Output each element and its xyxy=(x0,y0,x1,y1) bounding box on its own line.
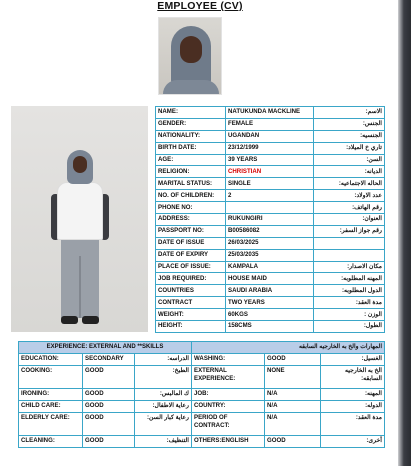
details-row xyxy=(156,237,385,249)
personal-details-table xyxy=(155,106,385,333)
skill-label: WASHING: xyxy=(192,353,265,365)
experience-header-ar: المهارات والخ به الخارجيه السابقه xyxy=(192,342,385,354)
details-value: 23/12/1999 xyxy=(226,142,314,154)
details-row xyxy=(156,166,385,178)
details-label: NO. OF CHILDREN: xyxy=(156,190,226,202)
skill-label-ar: الدراسه: xyxy=(135,353,192,365)
portrait-shoulders xyxy=(163,80,219,95)
experience-header-row xyxy=(19,342,385,354)
details-label-ar: رقم جواز السفر: xyxy=(314,225,385,237)
details-label-ar: العنوان: xyxy=(314,214,385,226)
details-label-ar: مدة العقد: xyxy=(314,297,385,309)
details-label: BIRTH DATE: xyxy=(156,142,226,154)
details-row xyxy=(156,190,385,202)
skill-label: PERIOD OF CONTRACT: xyxy=(192,412,265,435)
skill-label-ar: الغسيل: xyxy=(321,353,385,365)
details-row xyxy=(156,142,385,154)
skill-label: EDUCATION: xyxy=(19,353,83,365)
skill-value: SECONDARY xyxy=(83,353,135,365)
details-label: HEIGHT: xyxy=(156,321,226,333)
details-label: AGE: xyxy=(156,154,226,166)
details-label: COUNTRIES xyxy=(156,285,226,297)
details-row xyxy=(156,249,385,261)
skill-label: JOB: xyxy=(192,388,265,400)
skill-label: IRONING: xyxy=(19,388,83,400)
experience-row xyxy=(19,400,385,412)
experience-row xyxy=(19,365,385,388)
details-label-ar: الجنس: xyxy=(314,118,385,130)
skill-label: OTHERS:ENGLISH xyxy=(192,435,265,447)
skill-value: NONE xyxy=(265,365,321,388)
experience-row xyxy=(19,412,385,435)
details-value: HOUSE MAID xyxy=(226,273,314,285)
skill-label-ar: التنظيف: xyxy=(135,435,192,447)
skill-label-ar: ك المالبس: xyxy=(135,388,192,400)
details-value: B00586082 xyxy=(226,225,314,237)
skill-label-ar: الخ به الخارجيه السابقه: xyxy=(321,365,385,388)
details-value: NATUKUNDA MACKLINE xyxy=(226,107,314,119)
details-label: NATIONALITY: xyxy=(156,130,226,142)
skill-value: GOOD xyxy=(83,435,135,447)
details-value: 2 xyxy=(226,190,314,202)
details-row xyxy=(156,130,385,142)
photo-face xyxy=(73,156,87,173)
skill-value: GOOD xyxy=(83,412,135,435)
details-label-ar xyxy=(314,249,385,261)
details-label: RELIGION: xyxy=(156,166,226,178)
details-row xyxy=(156,107,385,119)
skill-label: ELDERLY CARE: xyxy=(19,412,83,435)
details-value: TWO YEARS xyxy=(226,297,314,309)
details-row xyxy=(156,261,385,273)
details-row xyxy=(156,178,385,190)
details-label-ar: عدد الاولاد: xyxy=(314,190,385,202)
details-value: 39 YEARS xyxy=(226,154,314,166)
details-value xyxy=(226,202,314,214)
window-edge xyxy=(398,0,411,466)
details-label-ar: مكان الاصدار: xyxy=(314,261,385,273)
details-row xyxy=(156,118,385,130)
details-label-ar: الديانه: xyxy=(314,166,385,178)
details-label: ADDRESS: xyxy=(156,214,226,226)
portrait-photo xyxy=(158,17,222,95)
details-row xyxy=(156,202,385,214)
skill-value: N/A xyxy=(265,412,321,435)
details-label-ar: رقم الهاتف: xyxy=(314,202,385,214)
skill-label-ar: مدة العقد: xyxy=(321,412,385,435)
details-label: MARITAL STATUS: xyxy=(156,178,226,190)
details-value: SINGLE xyxy=(226,178,314,190)
experience-header-en: EXPERIENCE: EXTERNAL AND **SKILLS xyxy=(19,342,192,354)
details-label: WEIGHT: xyxy=(156,309,226,321)
details-label-ar: الحاله الاجتماعيه: xyxy=(314,178,385,190)
skill-label: CLEANING: xyxy=(19,435,83,447)
details-label: DATE OF EXPIRY xyxy=(156,249,226,261)
portrait-face xyxy=(180,36,202,63)
page-title: EMPLOYEE (CV) xyxy=(157,0,243,12)
skill-label: COUNTRY: xyxy=(192,400,265,412)
details-row xyxy=(156,309,385,321)
skill-label-ar: رعاية الاطفال: xyxy=(135,400,192,412)
experience-row xyxy=(19,388,385,400)
skill-label-ar: رعاية كبار السن: xyxy=(135,412,192,435)
details-label: PLACE OF ISSUE: xyxy=(156,261,226,273)
details-label-ar: السن: xyxy=(314,154,385,166)
details-label: DATE OF ISSUE xyxy=(156,237,226,249)
details-label-ar: المهنه المطلوبه: xyxy=(314,273,385,285)
details-value: 26/03/2025 xyxy=(226,237,314,249)
skill-value: N/A xyxy=(265,400,321,412)
details-label-ar: الطول: xyxy=(314,321,385,333)
details-label: PHONE NO: xyxy=(156,202,226,214)
details-value: UGANDAN xyxy=(226,130,314,142)
details-label: JOB REQUIRED: xyxy=(156,273,226,285)
experience-row xyxy=(19,353,385,365)
photo-shirt xyxy=(57,182,103,240)
details-label-ar xyxy=(314,237,385,249)
details-label-ar: تاري خ الميلاد: xyxy=(314,142,385,154)
details-row xyxy=(156,285,385,297)
details-label: NAME: xyxy=(156,107,226,119)
details-label-ar: الاسم: xyxy=(314,107,385,119)
skill-label: COOKING: xyxy=(19,365,83,388)
details-label-ar: الوزن : xyxy=(314,309,385,321)
details-label: GENDER: xyxy=(156,118,226,130)
details-row xyxy=(156,321,385,333)
details-value: 25/03/2035 xyxy=(226,249,314,261)
details-row xyxy=(156,214,385,226)
details-label-ar: الجنسيه: xyxy=(314,130,385,142)
details-value: CHRISTIAN xyxy=(226,166,314,178)
skill-value: GOOD xyxy=(265,435,321,447)
skill-label-ar: الطبخ: xyxy=(135,365,192,388)
experience-table xyxy=(18,341,385,448)
details-value: SAUDI ARABIA xyxy=(226,285,314,297)
details-row xyxy=(156,273,385,285)
details-value: 158CMS xyxy=(226,321,314,333)
skill-label: EXTERNAL EXPERIENCE: xyxy=(192,365,265,388)
details-value: KAMPALA xyxy=(226,261,314,273)
skill-label-ar: المهنه: xyxy=(321,388,385,400)
details-label: PASSPORT NO: xyxy=(156,225,226,237)
details-row xyxy=(156,297,385,309)
details-value: FEMALE xyxy=(226,118,314,130)
skill-label-ar: الدوله: xyxy=(321,400,385,412)
full-body-photo xyxy=(11,106,148,332)
details-row xyxy=(156,225,385,237)
photo-shoe-left xyxy=(61,316,78,324)
details-row xyxy=(156,154,385,166)
skill-value: GOOD xyxy=(265,353,321,365)
skill-value: GOOD xyxy=(83,400,135,412)
details-label: CONTRACT xyxy=(156,297,226,309)
details-value: RUKUNGIRI xyxy=(226,214,314,226)
photo-leg-gap xyxy=(79,256,81,318)
skill-value: GOOD xyxy=(83,388,135,400)
photo-shoe-right xyxy=(82,316,99,324)
skill-value: N/A xyxy=(265,388,321,400)
details-label-ar: الدول المطلوبه: xyxy=(314,285,385,297)
skill-label: CHILD CARE: xyxy=(19,400,83,412)
skill-label-ar: أخرى: xyxy=(321,435,385,447)
details-value: 60KGS xyxy=(226,309,314,321)
skill-value: GOOD xyxy=(83,365,135,388)
experience-row xyxy=(19,435,385,447)
